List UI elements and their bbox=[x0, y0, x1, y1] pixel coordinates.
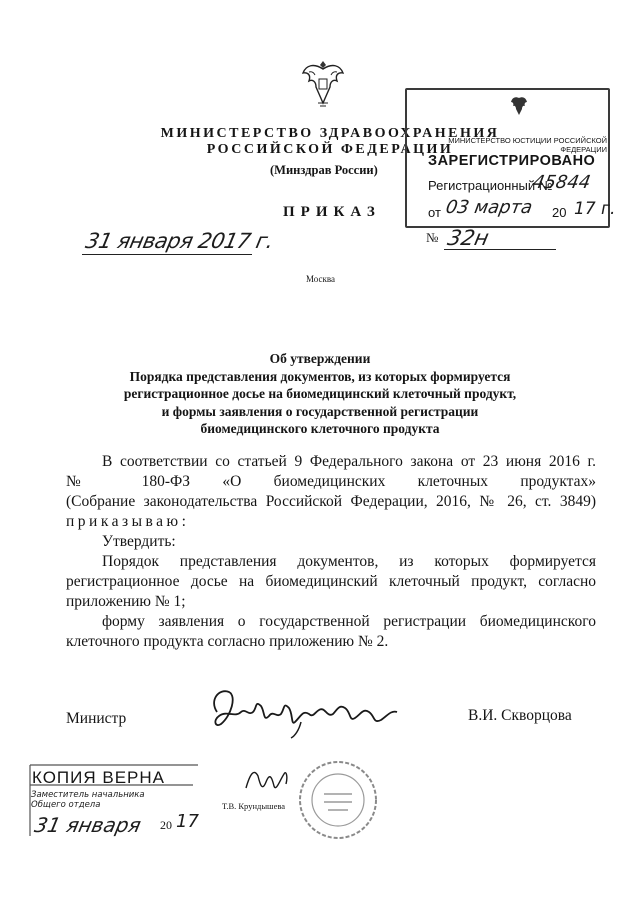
stamp-year-suffix: 17 г. bbox=[574, 199, 616, 219]
copy-stamp-signature bbox=[242, 764, 292, 799]
order-number-prefix: № bbox=[426, 230, 439, 245]
stamp-number-value: 45844 bbox=[531, 172, 593, 193]
copy-stamp-date: 31 января bbox=[32, 813, 144, 837]
stamp-header: МИНИСТЕРСТВО ЮСТИЦИИ РОССИЙСКОЙ ФЕДЕРАЦИИ bbox=[448, 136, 607, 154]
date-underline bbox=[82, 254, 252, 255]
title-line: биомедицинского клеточного продукта bbox=[200, 421, 440, 436]
copy-stamp-year-prefix: 20 bbox=[160, 818, 172, 832]
approval-item-1: Порядок представления документов, из которых формируется регистрационное досье на биомедицинский клеточный продукт, согласно приложению № 1; bbox=[66, 553, 596, 610]
document-body bbox=[66, 452, 596, 652]
signatory-position: Министр bbox=[66, 710, 127, 727]
signatory-name: В.И. Скворцова bbox=[468, 707, 572, 724]
stamp-date-label: от bbox=[428, 205, 441, 220]
order-number: 32н bbox=[445, 226, 492, 250]
round-seal-icon bbox=[296, 758, 381, 843]
document-title bbox=[100, 350, 540, 438]
copy-stamp-title: КОПИЯ ВЕРНА bbox=[32, 768, 166, 787]
stamp-number-label: Регистрационный № bbox=[428, 178, 553, 193]
number-underline bbox=[444, 249, 556, 250]
order-date: 31 января 2017 г. bbox=[83, 229, 276, 253]
body-paragraph-line: (Собрание законодательства Российской Федерации, 2016, № 26, ст. 3849) bbox=[66, 493, 596, 510]
stamp-title: ЗАРЕГИСТРИРОВАНО bbox=[428, 153, 596, 169]
copy-stamp-year-suffix: 17 bbox=[176, 811, 199, 832]
state-emblem-icon bbox=[300, 55, 346, 109]
ministry-line2: РОССИЙСКОЙ ФЕДЕРАЦИИ bbox=[206, 142, 454, 157]
copy-stamp-department: Общего отдела bbox=[31, 800, 101, 810]
ministry-short-name: (Минздрав России) bbox=[270, 163, 378, 177]
stamp-emblem-icon bbox=[510, 95, 528, 117]
ministry-line1: МИНИСТЕРСТВО ЗДРАВООХРАНЕНИЯ bbox=[160, 126, 500, 141]
copy-stamp-signer: Т.В. Крундышева bbox=[222, 801, 286, 811]
minister-signature bbox=[205, 682, 405, 740]
approve-label: Утвердить: bbox=[102, 533, 176, 550]
prikazyvayu: приказываю: bbox=[66, 513, 190, 530]
title-line: регистрационное досье на биомедицинский клеточный продукт, bbox=[123, 386, 517, 401]
body-paragraph-line: № 180-ФЗ «О биомедицинских клеточных продуктах» bbox=[66, 473, 596, 490]
stamp-year-prefix: 20 bbox=[552, 205, 567, 220]
city: Москва bbox=[306, 274, 335, 284]
title-line: и формы заявления о государственной регистрации bbox=[161, 403, 479, 419]
copy-stamp-position: Заместитель начальника bbox=[31, 790, 145, 800]
title-line: Порядка представления документов, из которых формируется bbox=[129, 368, 511, 384]
body-paragraph-line: В соответствии со статьей 9 Федерального закона от 23 июня 2016 г. bbox=[102, 453, 596, 470]
stamp-date-value: 03 марта bbox=[444, 197, 535, 218]
document-type: ПРИКАЗ bbox=[283, 204, 381, 220]
title-line: Об утверждении bbox=[269, 351, 371, 366]
approval-item-2: форму заявления о государственной регистрации биомедицинского клеточного продукта согласно приложению № 2. bbox=[66, 613, 596, 650]
